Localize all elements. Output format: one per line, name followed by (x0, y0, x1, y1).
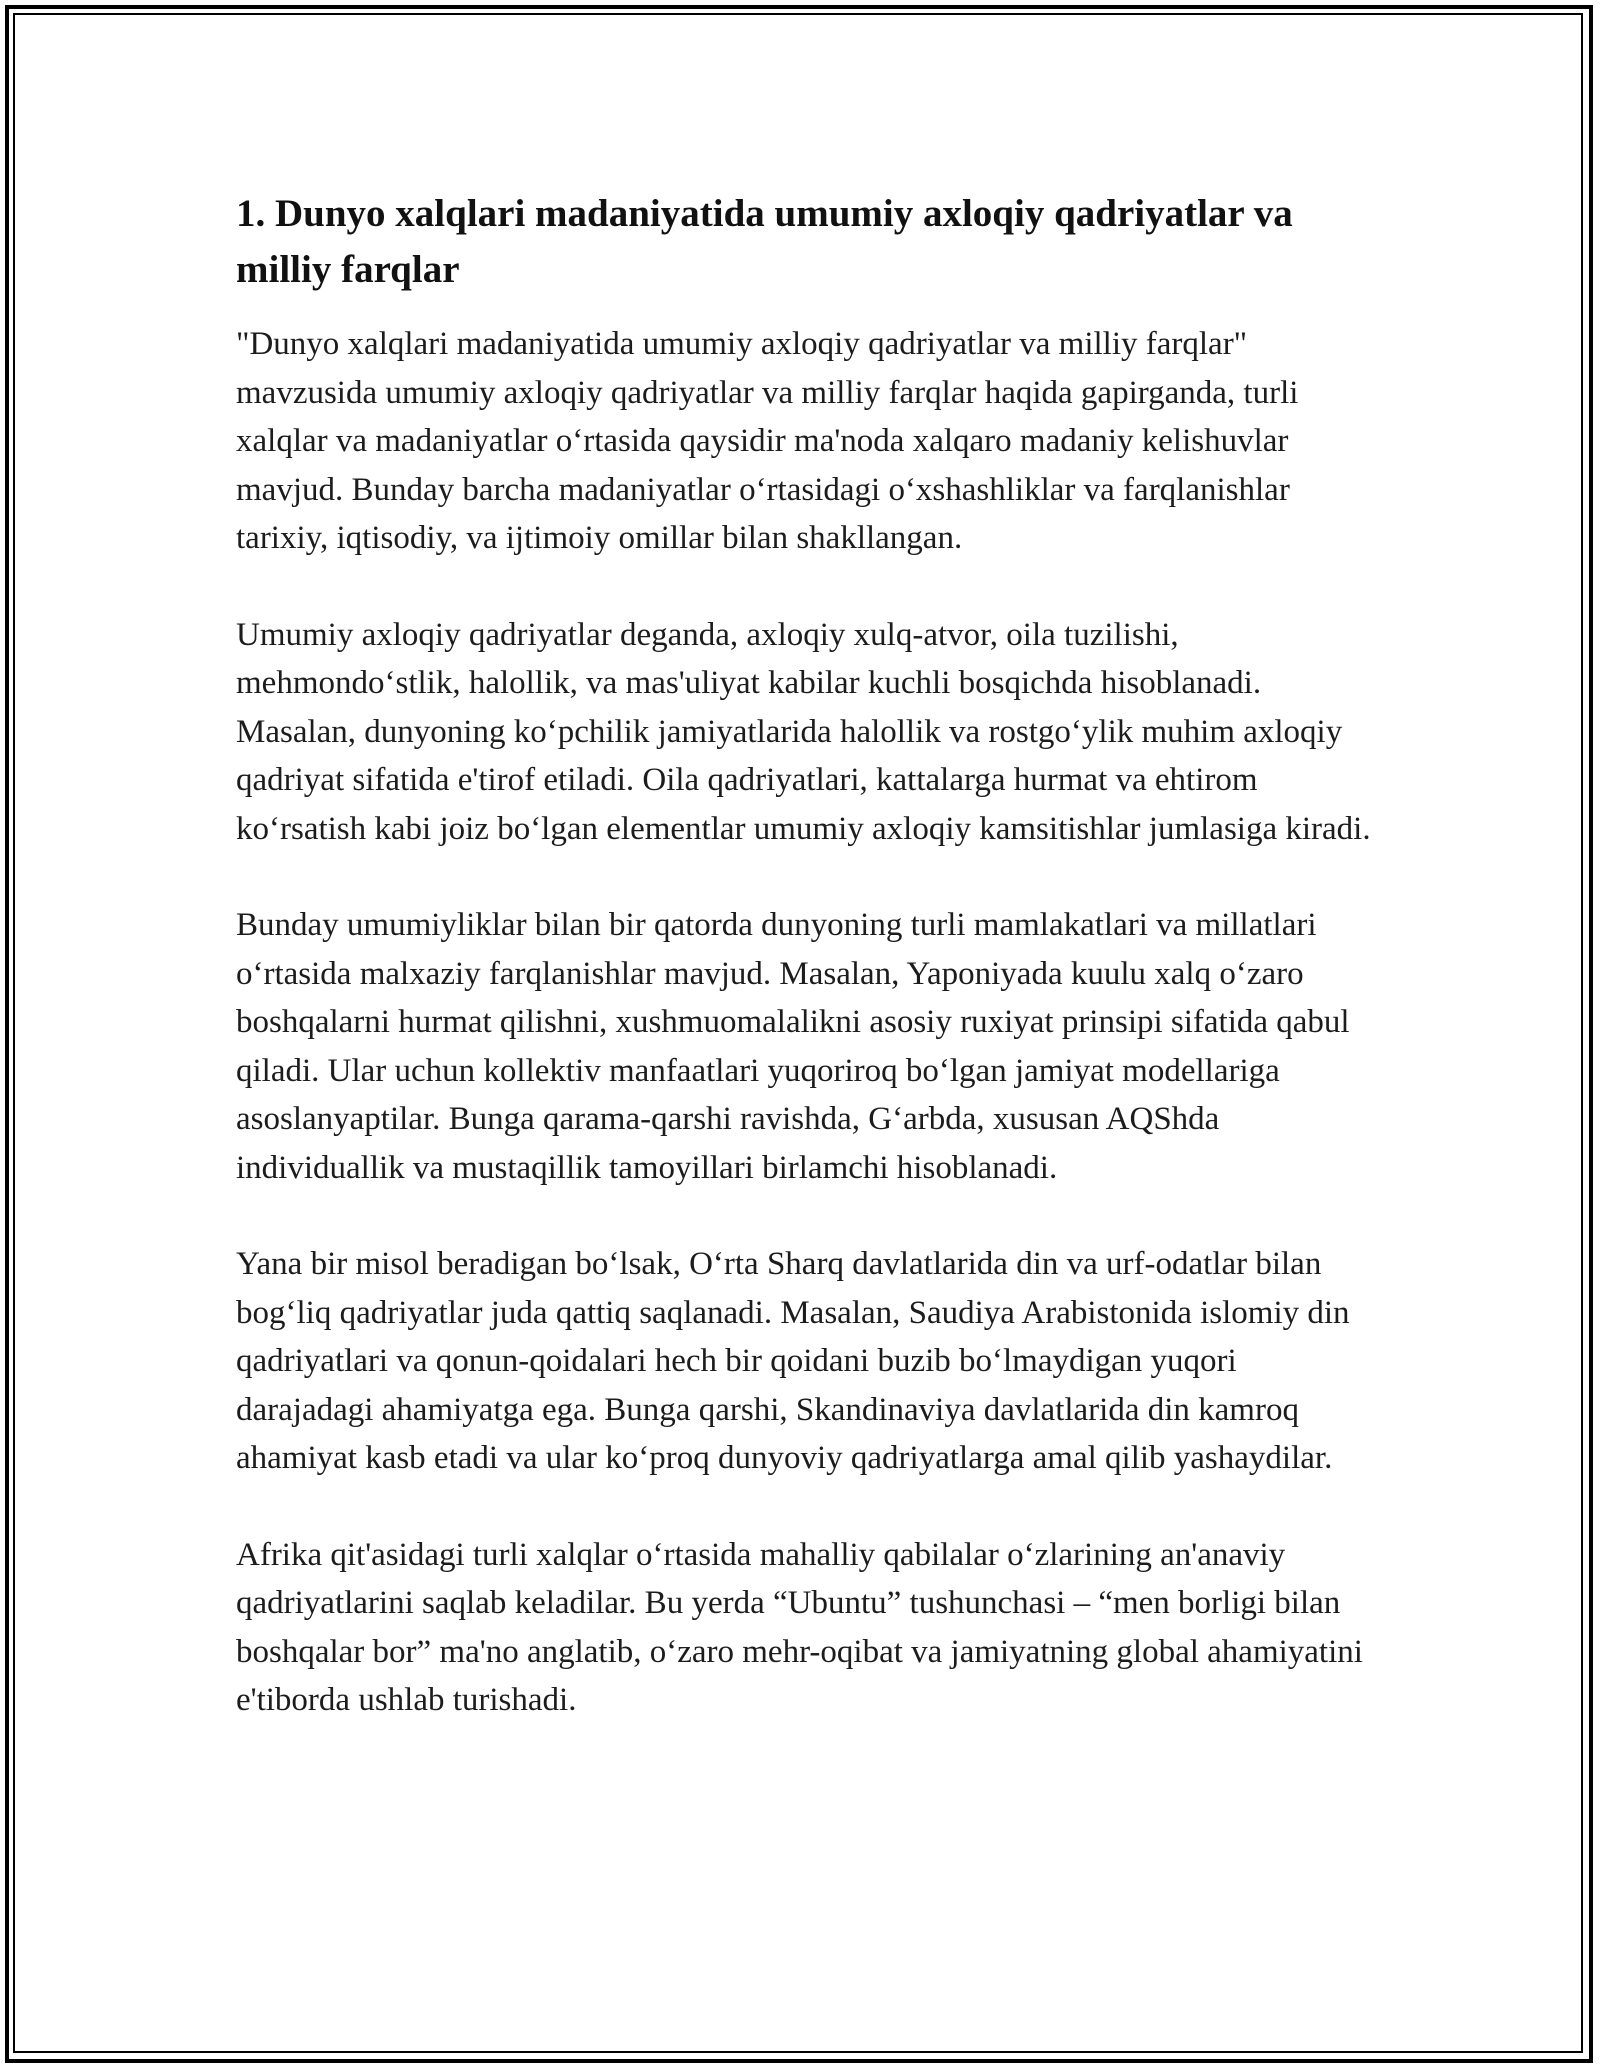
paragraph-national-differences: Bunday umumiyliklar bilan bir qatorda dunyoning turli mamlakatlari va millatlari o‘rtasida malxaziy farqlanishlar mavjud. Masalan, Yaponiyada kuulu xalq o‘zaro boshqalarni hurmat qilishni, xushmuomalalikni asosiy ruxiyat prinsipi sifatida qabul qiladi. Ular uchun kollektiv manfaatlari yuqoriroq bo‘lgan jamiyat modellariga asoslanyaptilar. Bunga qarama-qarshi ravishda, G‘arbda, xususan AQShda individuallik va mustaqillik tamoyillari birlamchi hisoblanadi. (236, 907, 1350, 1186)
paragraph-common-values: Umumiy axloqiy qadriyatlar deganda, axloqiy xulq-atvor, oila tuzilishi, mehmondo‘stlik, halollik, va mas'uliyat kabilar kuchli bosqichda hisoblanadi. Masalan, dunyoning ko‘pchilik jamiyatlarida halollik va rostgo‘ylik muhim axloqiy qadriyat sifatida e'tirof etiladi. Oila qadriyatlari, kattalarga hurmat va ehtirom ko‘rsatish kabi joiz bo‘lgan elementlar umumiy axloqiy kamsitishlar jumlasiga kiradi. (236, 616, 1371, 847)
paragraph-middle-east-example: Yana bir misol beradigan bo‘lsak, O‘rta Sharq davlatlarida din va urf-odatlar bilan bog‘liq qadriyatlar juda qattiq saqlanadi. Masalan, Saudiya Arabistonida islomiy din qadriyatlari va qonun-qoidalari hech bir qoidani buzib bo‘lmaydigan yuqori darajadagi ahamiyatga ega. Bunga qarshi, Skandinaviya davlatlarida din kamroq ahamiyat kasb etadi va ular ko‘proq dunyoviy qadriyatlarga amal qilib yashaydilar. (236, 1246, 1350, 1476)
document-body (236, 186, 1376, 1773)
paragraph-africa-ubuntu: Afrika qit'asidagi turli xalqlar o‘rtasida mahalliy qabilalar o‘zlarining an'anaviy qadriyatlarini saqlab keladilar. Bu yerda “Ubuntu” tushunchasi – “men borligi bilan boshqalar bor” ma'no anglatib, o‘zaro mehr-oqibat va jamiyatning global ahamiyatini e'tiborda ushlab turishadi. (236, 1536, 1363, 1718)
section-heading: 1. Dunyo xalqlari madaniyatida umumiy axloqiy qadriyatlar va milliy farqlar (236, 192, 1293, 291)
paragraph-intro: "Dunyo xalqlari madaniyatida umumiy axloqiy qadriyatlar va milliy farqlar" mavzusida umumiy axloqiy qadriyatlar va milliy farqlar haqida gapirganda, turli xalqlar va madaniyatlar o‘rtasida qaysidir ma'noda xalqaro madaniy kelishuvlar mavjud. Bunday barcha madaniyatlar o‘rtasidagi o‘xshashliklar va farqlanishlar tarixiy, iqtisodiy, va ijtimoiy omillar bilan shakllangan. (236, 326, 1299, 556)
